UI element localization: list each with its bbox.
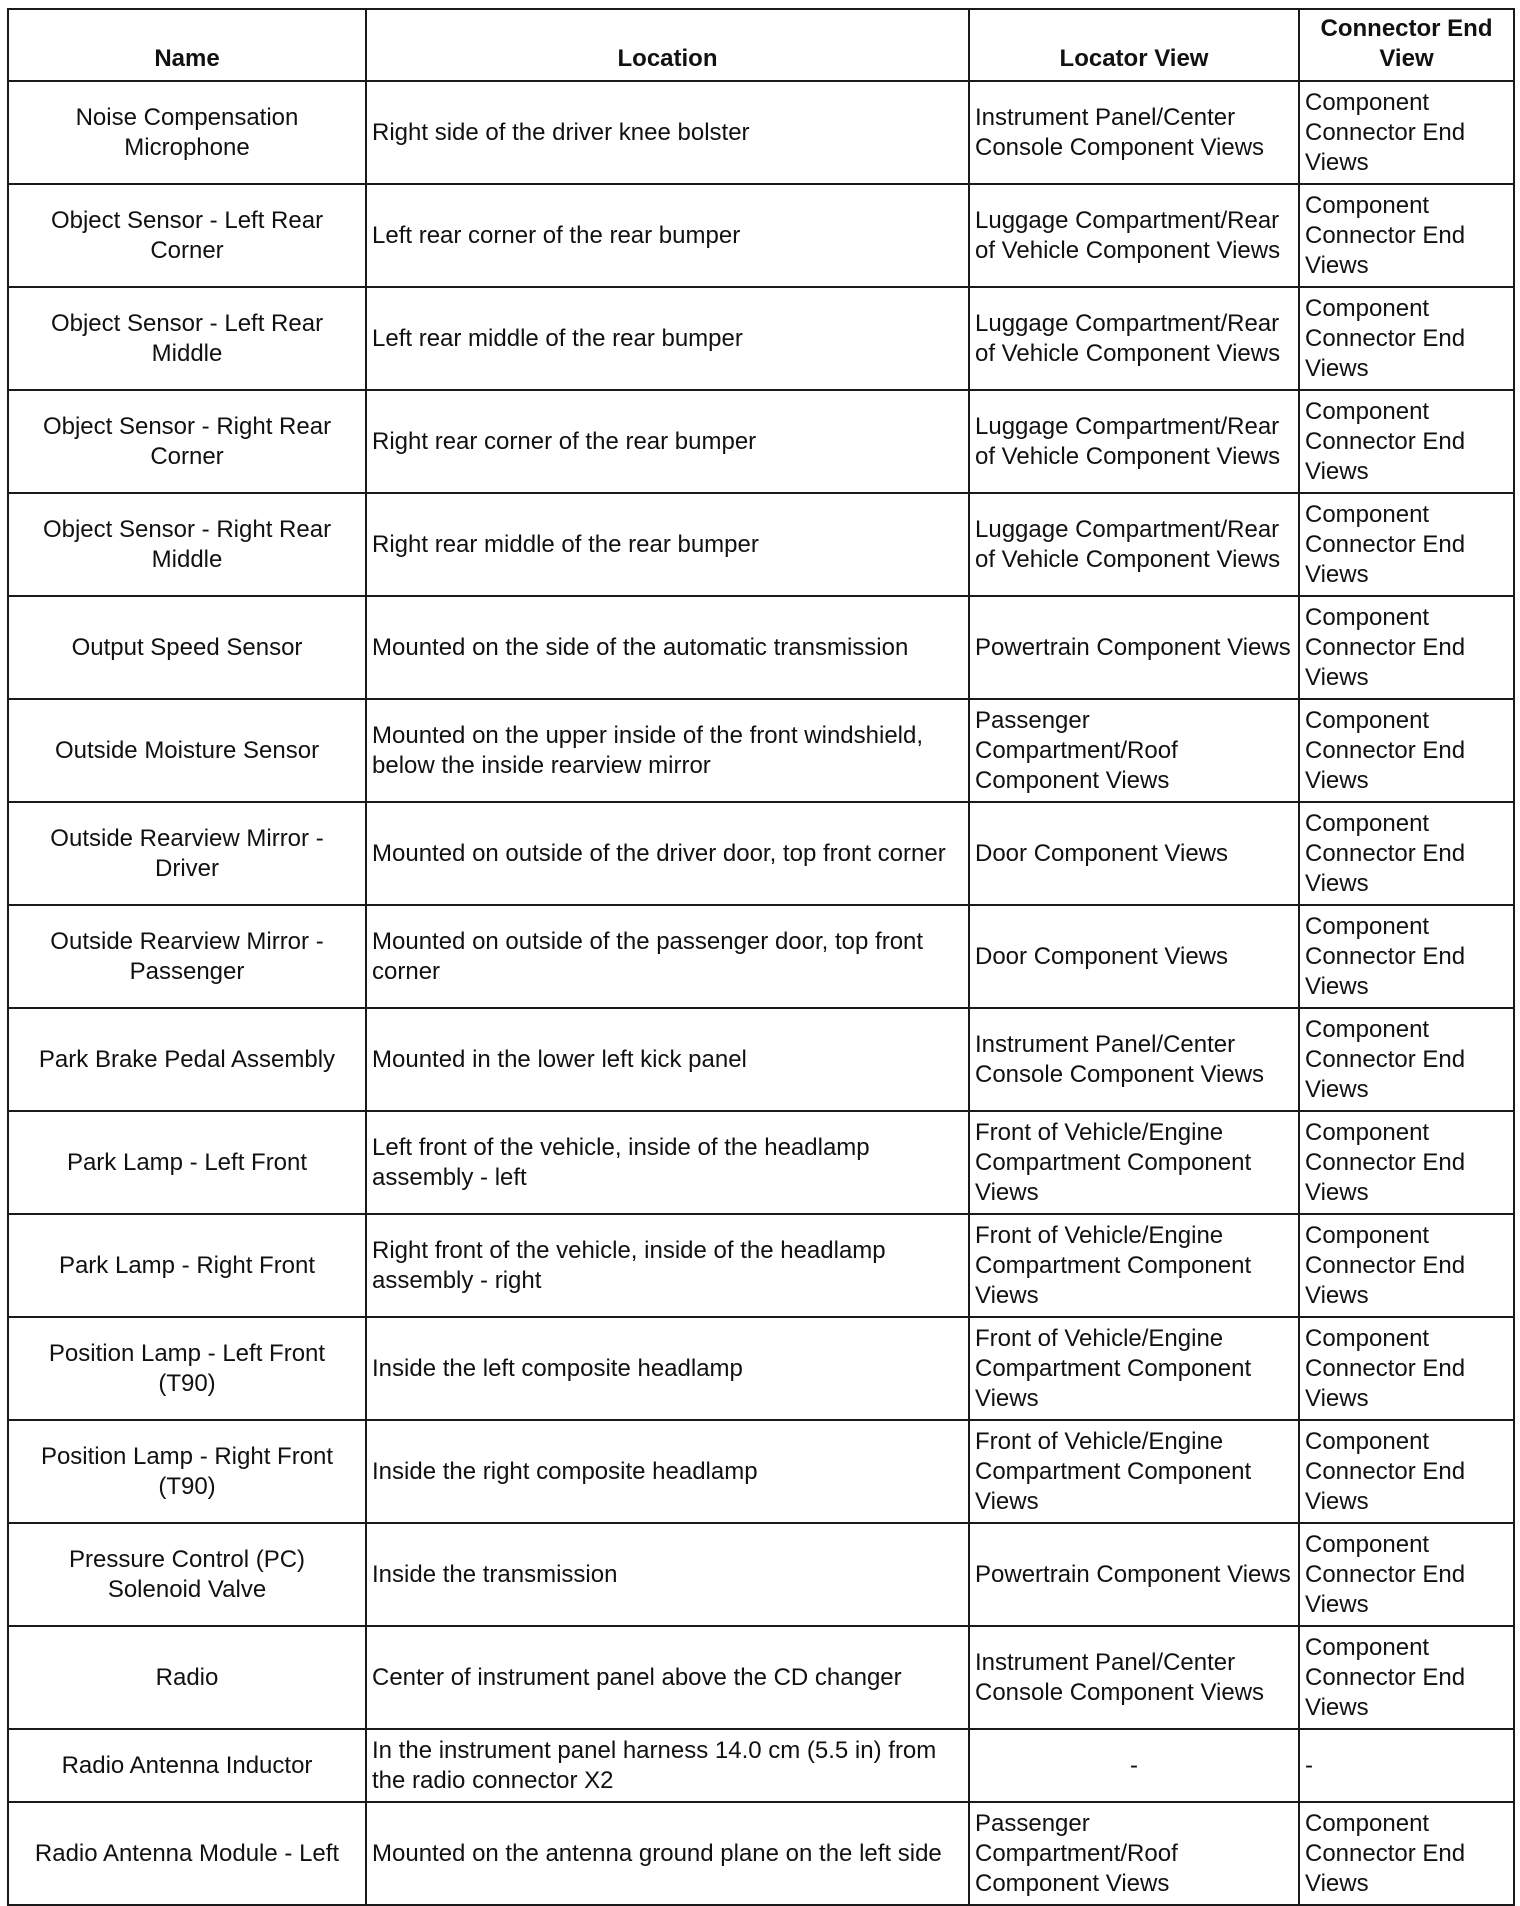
cell-connector-end-view: Component Connector End Views	[1299, 905, 1514, 1008]
cell-connector-end-view: Component Connector End Views	[1299, 1802, 1514, 1905]
cell-name: Object Sensor - Right Rear Corner	[8, 390, 366, 493]
cell-connector-end-view: Component Connector End Views	[1299, 493, 1514, 596]
cell-locator-view: Front of Vehicle/Engine Compartment Component Views	[969, 1111, 1299, 1214]
header-row	[8, 9, 1514, 81]
cell-location: Right front of the vehicle, inside of the headlamp assembly - right	[366, 1214, 969, 1317]
cell-locator-view: Luggage Compartment/Rear of Vehicle Component Views	[969, 390, 1299, 493]
cell-location: Mounted in the lower left kick panel	[366, 1008, 969, 1111]
cell-locator-view: Front of Vehicle/Engine Compartment Component Views	[969, 1317, 1299, 1420]
cell-connector-end-view: Component Connector End Views	[1299, 390, 1514, 493]
cell-name: Outside Rearview Mirror - Driver	[8, 802, 366, 905]
cell-connector-end-view: Component Connector End Views	[1299, 1111, 1514, 1214]
table-row	[8, 81, 1514, 184]
cell-location: Right rear corner of the rear bumper	[366, 390, 969, 493]
cell-location: Left rear corner of the rear bumper	[366, 184, 969, 287]
cell-name: Object Sensor - Left Rear Corner	[8, 184, 366, 287]
cell-locator-view: Door Component Views	[969, 905, 1299, 1008]
table-row	[8, 1214, 1514, 1317]
cell-connector-end-view: Component Connector End Views	[1299, 81, 1514, 184]
table-row	[8, 493, 1514, 596]
table-row	[8, 1523, 1514, 1626]
cell-location: Left rear middle of the rear bumper	[366, 287, 969, 390]
cell-locator-view: Passenger Compartment/Roof Component Views	[969, 699, 1299, 802]
table-row	[8, 1420, 1514, 1523]
cell-locator-view: Instrument Panel/Center Console Component Views	[969, 1626, 1299, 1729]
cell-name: Radio	[8, 1626, 366, 1729]
cell-location: Inside the transmission	[366, 1523, 969, 1626]
cell-connector-end-view: Component Connector End Views	[1299, 699, 1514, 802]
cell-name: Outside Rearview Mirror - Passenger	[8, 905, 366, 1008]
header-connector-end-view: Connector End View	[1299, 9, 1514, 81]
cell-location: Right rear middle of the rear bumper	[366, 493, 969, 596]
header-locator-view: Locator View	[969, 9, 1299, 81]
cell-locator-view: Instrument Panel/Center Console Component Views	[969, 81, 1299, 184]
cell-location: Inside the right composite headlamp	[366, 1420, 969, 1523]
cell-location: In the instrument panel harness 14.0 cm (5.5 in) from the radio connector X2	[366, 1729, 969, 1802]
table-row	[8, 1111, 1514, 1214]
table-row	[8, 1802, 1514, 1905]
cell-connector-end-view: Component Connector End Views	[1299, 802, 1514, 905]
cell-name: Radio Antenna Inductor	[8, 1729, 366, 1802]
cell-locator-view: Front of Vehicle/Engine Compartment Component Views	[969, 1420, 1299, 1523]
cell-locator-view: Door Component Views	[969, 802, 1299, 905]
cell-name: Object Sensor - Left Rear Middle	[8, 287, 366, 390]
cell-location: Mounted on outside of the driver door, top front corner	[366, 802, 969, 905]
cell-name: Park Lamp - Left Front	[8, 1111, 366, 1214]
cell-location: Center of instrument panel above the CD changer	[366, 1626, 969, 1729]
cell-name: Object Sensor - Right Rear Middle	[8, 493, 366, 596]
cell-name: Output Speed Sensor	[8, 596, 366, 699]
table-row	[8, 1317, 1514, 1420]
cell-locator-view: Luggage Compartment/Rear of Vehicle Component Views	[969, 184, 1299, 287]
cell-name: Noise Compensation Microphone	[8, 81, 366, 184]
cell-location: Right side of the driver knee bolster	[366, 81, 969, 184]
table-row	[8, 1008, 1514, 1111]
cell-connector-end-view: -	[1299, 1729, 1514, 1802]
cell-locator-view: Powertrain Component Views	[969, 596, 1299, 699]
cell-connector-end-view: Component Connector End Views	[1299, 1420, 1514, 1523]
cell-connector-end-view: Component Connector End Views	[1299, 287, 1514, 390]
cell-locator-view: Powertrain Component Views	[969, 1523, 1299, 1626]
cell-name: Park Brake Pedal Assembly	[8, 1008, 366, 1111]
cell-location: Inside the left composite headlamp	[366, 1317, 969, 1420]
cell-name: Pressure Control (PC) Solenoid Valve	[8, 1523, 366, 1626]
header-location: Location	[366, 9, 969, 81]
cell-name: Position Lamp - Left Front (T90)	[8, 1317, 366, 1420]
cell-name: Park Lamp - Right Front	[8, 1214, 366, 1317]
cell-name: Position Lamp - Right Front (T90)	[8, 1420, 366, 1523]
cell-name: Outside Moisture Sensor	[8, 699, 366, 802]
header-name: Name	[8, 9, 366, 81]
cell-location: Mounted on the antenna ground plane on the left side	[366, 1802, 969, 1905]
component-locator-table	[7, 8, 1515, 1906]
table-row	[8, 802, 1514, 905]
table-row	[8, 699, 1514, 802]
cell-connector-end-view: Component Connector End Views	[1299, 184, 1514, 287]
table-row	[8, 184, 1514, 287]
table-row	[8, 1626, 1514, 1729]
cell-locator-view: Luggage Compartment/Rear of Vehicle Component Views	[969, 493, 1299, 596]
cell-locator-view: Front of Vehicle/Engine Compartment Component Views	[969, 1214, 1299, 1317]
table-row	[8, 287, 1514, 390]
cell-location: Mounted on the side of the automatic transmission	[366, 596, 969, 699]
cell-locator-view: Luggage Compartment/Rear of Vehicle Component Views	[969, 287, 1299, 390]
table-row	[8, 596, 1514, 699]
cell-connector-end-view: Component Connector End Views	[1299, 1214, 1514, 1317]
table-row	[8, 1729, 1514, 1802]
cell-connector-end-view: Component Connector End Views	[1299, 1626, 1514, 1729]
cell-location: Mounted on outside of the passenger door, top front corner	[366, 905, 969, 1008]
cell-name: Radio Antenna Module - Left	[8, 1802, 366, 1905]
cell-location: Left front of the vehicle, inside of the headlamp assembly - left	[366, 1111, 969, 1214]
cell-locator-view: Instrument Panel/Center Console Component Views	[969, 1008, 1299, 1111]
table-row	[8, 390, 1514, 493]
cell-location: Mounted on the upper inside of the front windshield, below the inside rearview mirror	[366, 699, 969, 802]
table-row	[8, 905, 1514, 1008]
cell-connector-end-view: Component Connector End Views	[1299, 1008, 1514, 1111]
cell-connector-end-view: Component Connector End Views	[1299, 1317, 1514, 1420]
cell-connector-end-view: Component Connector End Views	[1299, 596, 1514, 699]
cell-locator-view: -	[969, 1729, 1299, 1802]
table-body	[8, 81, 1514, 1905]
cell-locator-view: Passenger Compartment/Roof Component Views	[969, 1802, 1299, 1905]
cell-connector-end-view: Component Connector End Views	[1299, 1523, 1514, 1626]
